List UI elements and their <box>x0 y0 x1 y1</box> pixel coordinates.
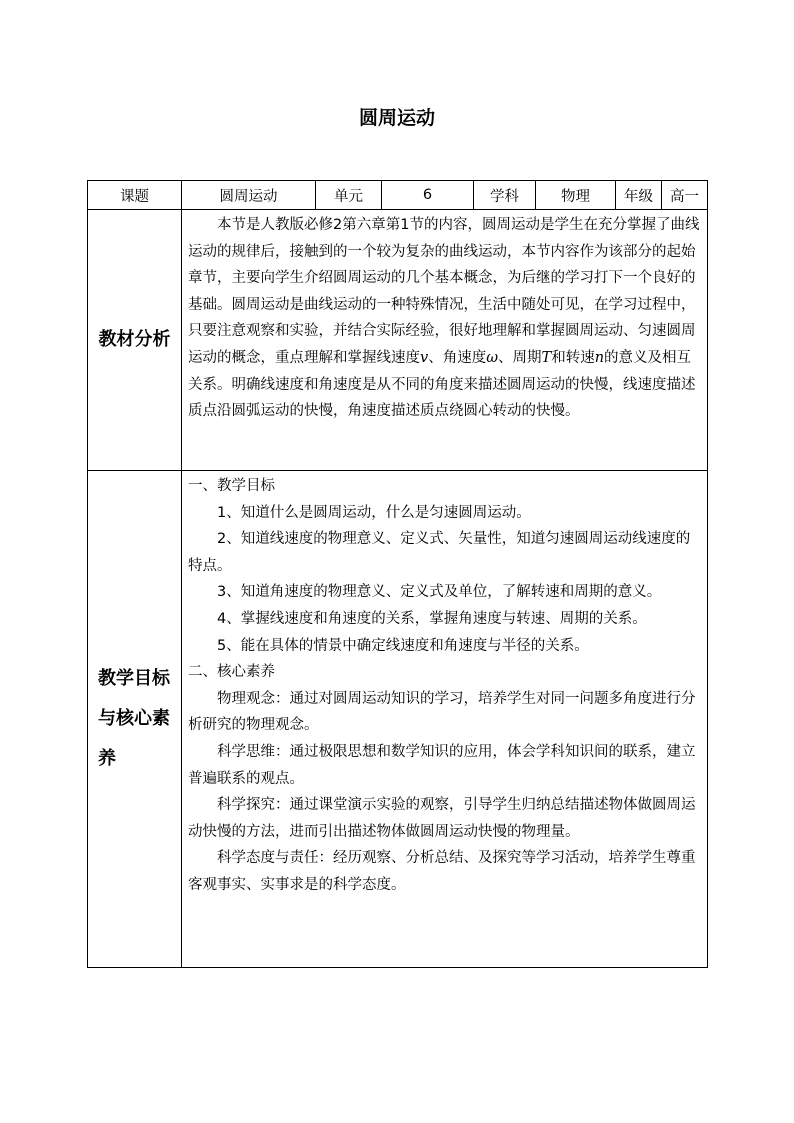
literacy-item: 科学态度与责任：经历观察、分析总结、及探究等学习活动，培养学生尊重客观事实、实事求是的科学态度。 <box>188 850 696 893</box>
literacy-item: 科学探究：通过课堂演示实验的观察，引导学生归纳总结描述物体做圆周运动快慢的方法，进而引出描述物体做圆周运动快慢的物理量。 <box>188 797 696 840</box>
symbol-T: T <box>541 349 552 366</box>
analysis-row <box>88 210 708 471</box>
analysis-paragraph <box>188 212 701 425</box>
symbol-n: n <box>594 349 605 366</box>
analysis-text-2: 、角速度 <box>428 349 487 366</box>
header-cell-grade-label: 年级 <box>616 181 662 210</box>
header-cell-topic: 圆周运动 <box>182 181 316 210</box>
goal-item: 1、知道什么是圆周运动，什么是匀速圆周运动。 <box>217 504 531 521</box>
lesson-plan-table <box>87 180 708 968</box>
analysis-text-3: 、周期 <box>498 349 542 366</box>
goals-row <box>88 471 708 968</box>
symbol-omega: ω <box>486 349 499 366</box>
header-cell-unit: 6 <box>382 181 474 210</box>
header-cell-unit-label: 单元 <box>316 181 382 210</box>
header-cell-subject-label: 学科 <box>474 181 536 210</box>
analysis-content <box>182 210 708 471</box>
goal-item: 4、掌握线速度和角速度的关系，掌握角速度与转速、周期的关系。 <box>217 610 647 627</box>
analysis-label: 教材分析 <box>88 210 182 471</box>
analysis-text-5: 的意义及相互关系。明确线速度和角速度是从不同的角度来描述圆周运动的快慢，线速度描述质点沿圆弧运动的快慢，角速度描述质点绕圆心转动的快慢。 <box>188 349 696 420</box>
header-row <box>88 181 708 210</box>
goal-item: 5、能在具体的情景中确定线速度和角速度与半径的关系。 <box>217 637 589 654</box>
header-cell-subject: 物理 <box>536 181 616 210</box>
goals-content <box>182 471 708 968</box>
header-cell-topic-label: 课题 <box>88 181 182 210</box>
goals-label-line-3: 养 <box>98 748 116 769</box>
header-cell-grade: 高一 <box>662 181 708 210</box>
literacy-item: 物理观念：通过对圆周运动知识的学习，培养学生对同一问题多角度进行分析研究的物理观念。 <box>188 690 696 734</box>
goal-item: 3、知道角速度的物理意义、定义式及单位，了解转速和周期的意义。 <box>217 584 662 601</box>
page-title: 圆周运动 <box>358 107 435 129</box>
goals-label-line-2: 与核心素 <box>98 708 170 729</box>
symbol-v: v <box>420 349 429 366</box>
goal-item: 2、知道线速度的物理意义、定义式、矢量性，知道匀速圆周运动线速度的特点。 <box>188 531 691 574</box>
analysis-text-1: 本节是人教版必修2第六章第1节的内容，圆周运动是学生在充分掌握了曲线运动的规律后，接触到的一个较为复杂的曲线运动，本节内容作为该部分的起始章节，主要向学生介绍圆周运动的几个基本概念，为后继的学习打下一个良好的基础。圆周运动是曲线运动的一种特殊情况，生活中随处可见，在学习过程中，只要注意观察和实验，并结合实际经验，很好地理解和掌握圆周运动、匀速圆周运动的概念，重点理解和掌握线速度 <box>188 217 700 366</box>
analysis-text-4: 和转速 <box>551 349 595 366</box>
goals-label <box>88 471 182 968</box>
literacy-item: 科学思维：通过极限思想和数学知识的应用，体会学科知识间的联系，建立普遍联系的观点。 <box>188 743 696 787</box>
goals-heading-1: 一、教学目标 <box>188 478 275 494</box>
goals-label-line-1: 教学目标 <box>98 668 170 689</box>
goals-heading-2: 二、核心素养 <box>188 664 275 681</box>
